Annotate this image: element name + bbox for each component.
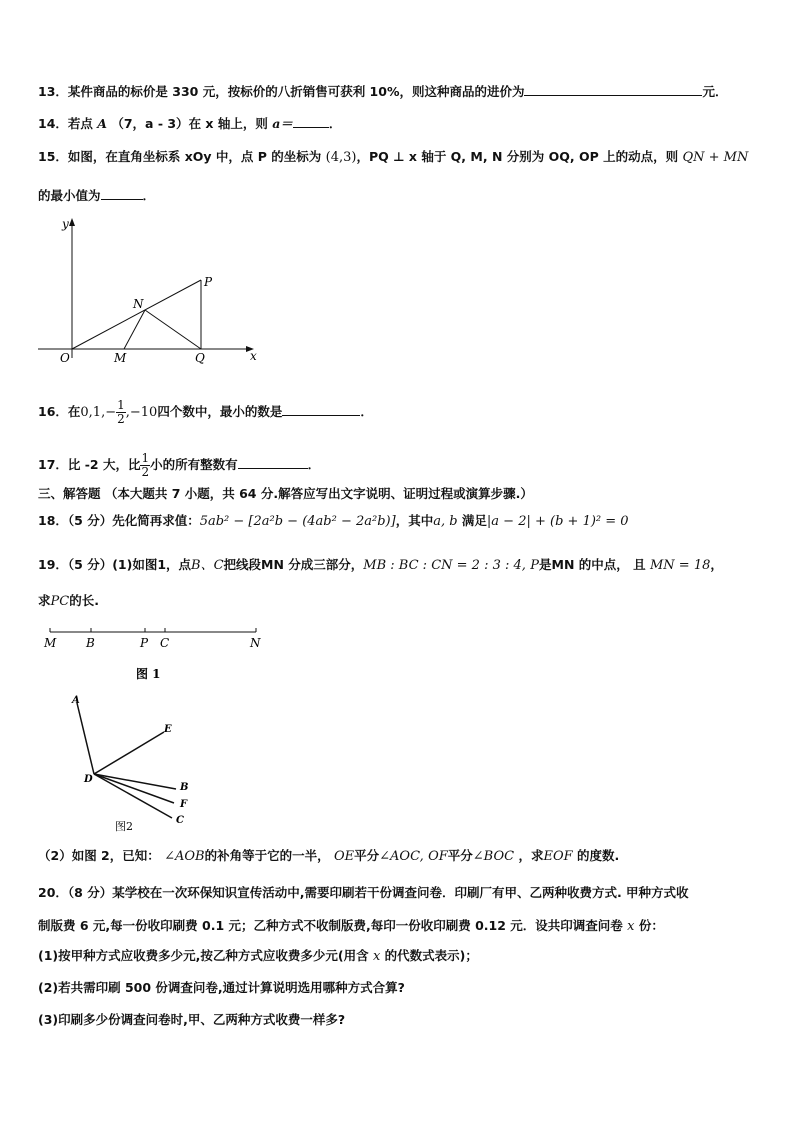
q19-pc: PC [50,594,70,609]
q18-cond-pre: 满足 [461,513,487,528]
label-f: F [180,799,188,810]
figure-2-angles [60,690,200,835]
angle-boc: ∠BOC [472,849,515,864]
q14-coords: （7，a - 3） [111,116,189,131]
q15-coord: (4,3) [325,150,357,165]
question-15-line-1 [38,148,748,167]
segment-nq [145,310,201,349]
q19-part2-tail: 的度数. [576,848,620,863]
q18-pre: 18．（5 分）先化简再求值： [38,513,200,528]
q15-pre: 15．如图，在直角坐标系 xOy 中，点 P 的坐标为 [38,149,322,164]
q19-part2-mid2: 平分 [354,848,380,863]
figure-2-caption: 图2 [115,820,133,833]
q13-tail: 元． [702,84,728,99]
label-c: C [176,815,184,826]
ray-df [94,774,174,803]
q14-tail: ． [328,116,342,131]
q19-mid: 把线段MN 分成三部分， [223,557,364,572]
question-20-line-1: 20．（8 分）某学校在一次环保知识宣传活动中,需要印刷若干份调查问卷．印刷厂有甲、乙两种收费方式. 甲种方式收 [38,885,689,900]
q19-line2-pre: 求 [38,593,51,608]
label-n: N [133,297,144,311]
q19-mn-eq: MN = 18 [649,558,711,573]
answer-blank [282,402,360,416]
q17-tail: ． [307,457,321,472]
label-a: A [72,695,80,706]
ray-of: OF [428,849,448,864]
fraction-denominator: 2 [141,465,150,479]
answer-blank [238,455,308,469]
q20-sub1-var: x [372,949,381,964]
question-19-line-1 [38,556,723,575]
answer-blank [293,114,329,128]
question-14 [38,114,341,133]
q15-line2-pre: 的最小值为 [38,188,101,203]
question-20-line-2 [38,917,664,936]
q19-line2-tail: 的长. [69,593,99,608]
q19-tail: ， [710,557,723,572]
label-n: N [250,636,261,650]
q20-line2-tail: 份： [638,918,664,933]
q14-var: a＝ [272,116,293,131]
section-3-title: 三、解答题 （本大题共 7 小题，共 64 分.解答应写出文字说明、证明过程或演算步骤.） [38,486,533,501]
q19-p: P [530,558,540,573]
fraction-denominator: 2 [117,412,125,426]
q16-mid: 四个数中，最小的数是 [157,404,283,419]
question-20-sub-3: (3)印刷多少份调查问卷时,甲、乙两种方式收费一样多? [38,1012,346,1027]
q17-fraction [140,452,150,479]
q18-expression: 5ab² − [2a²b − (4ab² − 2a²b)] [199,514,396,529]
q19-mid2: 是MN 的中点， 且 [539,557,646,572]
q16-nums-a: 0,1,− [80,405,117,420]
q17-mid: 小的所有整数有 [150,457,238,472]
q18-vars: a, b [433,514,458,529]
label-c: C [160,636,170,650]
question-19-line-2 [38,592,99,611]
label-e: E [164,724,172,735]
question-13 [38,82,727,101]
label-m: M [114,351,127,365]
question-20-sub-1 [38,947,478,966]
q15-cond: ，PQ ⊥ x 轴于 Q, M, N 分别为 OQ, OP 上的动点，则 [356,149,679,164]
ray-oe: OE [333,849,355,864]
label-p: P [204,275,213,289]
label-d: D [84,774,93,785]
q15-expr: QN + MN [682,150,749,165]
question-19-part-2 [38,847,619,866]
angle-eof: EOF [543,849,573,864]
question-17 [38,452,320,479]
answer-blank [524,82,702,96]
q16-tail: ． [360,404,373,419]
q14-mid: 在 x 轴上，则 [188,116,268,131]
q15-line2-tail: ． [142,188,156,203]
ray-de [94,732,164,774]
q16-pre: 16．在 [38,404,81,419]
q17-pre: 17．比 -2 大，比 [38,457,141,472]
q16-nums-b: ,−10 [125,405,158,420]
q18-condition: |a − 2| + (b + 1)² = 0 [486,514,629,529]
label-x: x [250,349,257,363]
angle-aob: ∠AOB [164,849,205,864]
question-16 [38,399,373,426]
q19-pre: 19．（5 分）(1)如图1，点 [38,557,192,572]
label-b: B [180,782,189,793]
ray-da [77,703,94,774]
q13-text: 13．某件商品的标价是 330 元，按标价的八折销售可获利 10%，则这种商品的进价为 [38,84,525,99]
fraction-numerator: 1 [141,451,150,465]
segment-op [72,280,201,349]
answer-blank [101,186,143,200]
q16-fraction [116,399,126,426]
angle-aoc: ∠AOC, [379,849,424,864]
label-b: B [86,636,95,650]
question-18 [38,512,629,531]
q20-sub1-tail: 的代数式表示)； [384,948,478,963]
figure-1-caption: 图 1 [136,667,161,681]
q19-points-bc: B、C [191,558,224,573]
fraction-numerator: 1 [117,398,125,412]
q20-sub1-pre: (1)按甲种方式应收费多少元,按乙种方式应收费多少元(用含 [38,948,369,963]
q19-part2-mid3: 平分 [447,848,473,863]
q15-coordinate-figure [38,214,268,366]
q19-part2-pre: （2）如图 2，已知： [38,848,160,863]
label-q: Q [195,351,205,365]
q14-point: A [97,116,107,131]
figure-1-segment [38,616,278,686]
q20-var: x [627,919,635,934]
y-axis-arrow [69,218,75,226]
question-15-line-2 [38,186,155,205]
q19-ratio: MB : BC : CN = 2 : 3 : 4, [363,558,526,573]
label-m: M [44,636,57,650]
q18-mid: ，其中 [395,513,434,528]
q20-line2-pre: 制版费 6 元,每一份收印刷费 0.1 元；乙种方式不收制版费,每印一份收印刷费 0.12 元．设共印调查问卷 [38,918,623,933]
label-o: O [60,351,70,365]
question-20-sub-2: (2)若共需印刷 500 份调查问卷,通过计算说明选用哪种方式合算? [38,980,405,995]
q19-part2-mid4: ，求 [518,848,544,863]
label-p: P [140,636,149,650]
q19-part2-mid1: 的补角等于它的一半， [204,848,330,863]
label-y: y [62,217,69,231]
q14-pre: 14．若点 [38,116,93,131]
